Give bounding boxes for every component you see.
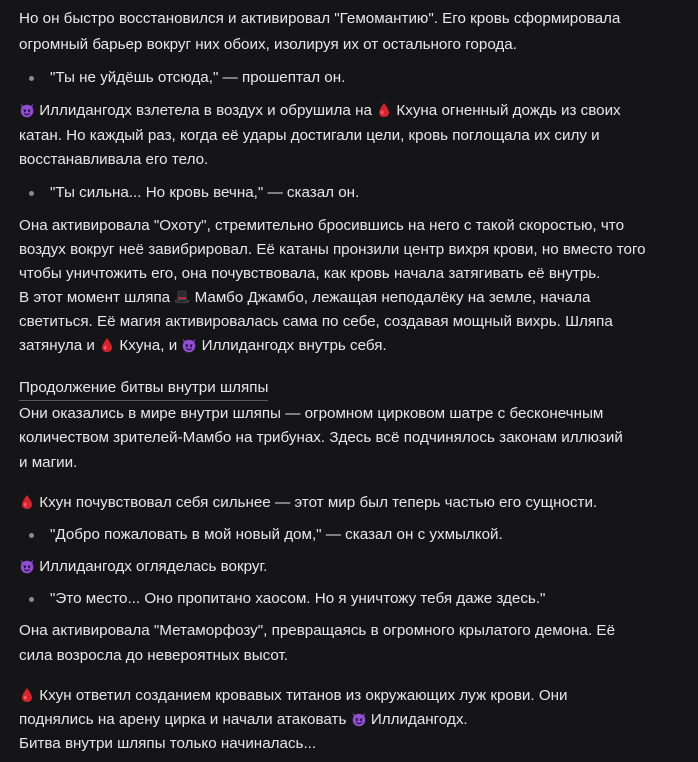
paragraph-line: Но он быстро восстановился и активировал "Гемомантию". Его кровь сформировала <box>19 10 621 27</box>
paragraph-line: Она активировала "Охоту", стремительно бросившись на него с такой скоростью, что <box>19 217 625 234</box>
paragraph-line: количеством зрителей-Мамбо на трибунах. Здесь всё подчинялось законам иллюзий <box>19 429 623 446</box>
paragraph-text: Кхун почувствовал себя сильнее — этот мир был теперь частью его сущности. <box>39 494 598 511</box>
list-item-text: "Добро пожаловать в мой новый дом," — сказал он с ухмылкой. <box>50 526 503 543</box>
smiling-imp-icon <box>181 337 197 353</box>
bullet-dot <box>29 76 34 81</box>
list-item-text: "Это место... Оно пропитано хаосом. Но я уничтожу тебя даже здесь." <box>50 590 546 607</box>
paragraph-line: чтобы уничтожить его, она почувствовала, как кровь начала затягивать её внутрь. <box>19 265 601 282</box>
paragraph-text: Иллидангодх. <box>370 711 468 728</box>
paragraph-text: Иллидангодх взлетела в воздух и обрушила на <box>39 102 372 119</box>
paragraph-line <box>19 288 590 308</box>
paragraph-line: катан. Но каждый раз, когда её удары достигали цели, кровь поглощала их силу и <box>19 127 600 144</box>
paragraph-text: Кхуна, и <box>119 337 178 354</box>
smiling-imp-icon <box>351 711 367 727</box>
paragraph-line <box>19 686 568 706</box>
top-hat-icon <box>174 289 190 305</box>
paragraph-text: В этот момент шляпа <box>19 289 171 306</box>
paragraph-text: Мамбо Джамбо, лежащая неподалёку на земле, начала <box>194 289 591 306</box>
paragraph-text: Иллидангодх огляделась вокруг. <box>39 558 268 575</box>
paragraph-line: огромный барьер вокруг них обоих, изолируя их от остального города. <box>19 36 517 53</box>
paragraph-line: Она активировала "Метаморфозу", превращаясь в огромного крылатого демона. Её <box>19 622 616 639</box>
paragraph-line: и магии. <box>19 454 78 471</box>
paragraph-line <box>19 493 597 513</box>
paragraph-line <box>19 710 468 730</box>
paragraph-line: светиться. Её магия активировалась сама по себе, создавая мощный вихрь. Шляпа <box>19 313 613 330</box>
bullet-dot <box>29 191 34 196</box>
drop-of-blood-icon <box>99 337 115 353</box>
paragraph-line: воздух вокруг неё завибрировал. Её катаны пронзили центр вихря крови, но вместо того <box>19 241 646 258</box>
paragraph-line <box>19 557 267 577</box>
paragraph-text: Иллидангодх внутрь себя. <box>201 337 387 354</box>
smiling-imp-icon <box>19 102 35 118</box>
paragraph-line: восстанавливала его тело. <box>19 151 209 168</box>
paragraph-line: сила возросла до невероятных высот. <box>19 647 289 664</box>
paragraph-line <box>19 336 387 356</box>
drop-of-blood-icon <box>19 494 35 510</box>
bullet-dot <box>29 597 34 602</box>
paragraph-line: Они оказались в мире внутри шляпы — огромном цирковом шатре с бесконечным <box>19 405 604 422</box>
drop-of-blood-icon <box>19 687 35 703</box>
paragraph-text: Кхун ответил созданием кровавых титанов из окружающих луж крови. Они <box>39 687 568 704</box>
section-heading: Продолжение битвы внутри шляпы <box>19 378 268 401</box>
paragraph-line <box>19 101 621 121</box>
smiling-imp-icon <box>19 558 35 574</box>
bullet-dot <box>29 533 34 538</box>
list-item-text: "Ты не уйдёшь отсюда," — прошептал он. <box>50 69 346 86</box>
paragraph-text: затянула и <box>19 337 95 354</box>
list-item-text: "Ты сильна... Но кровь вечна," — сказал он. <box>50 184 360 201</box>
drop-of-blood-icon <box>376 102 392 118</box>
paragraph-line: Битва внутри шляпы только начиналась... <box>19 735 317 752</box>
paragraph-text: поднялись на арену цирка и начали атаковать <box>19 711 347 728</box>
paragraph-text: Кхуна огненный дождь из своих <box>396 102 621 119</box>
